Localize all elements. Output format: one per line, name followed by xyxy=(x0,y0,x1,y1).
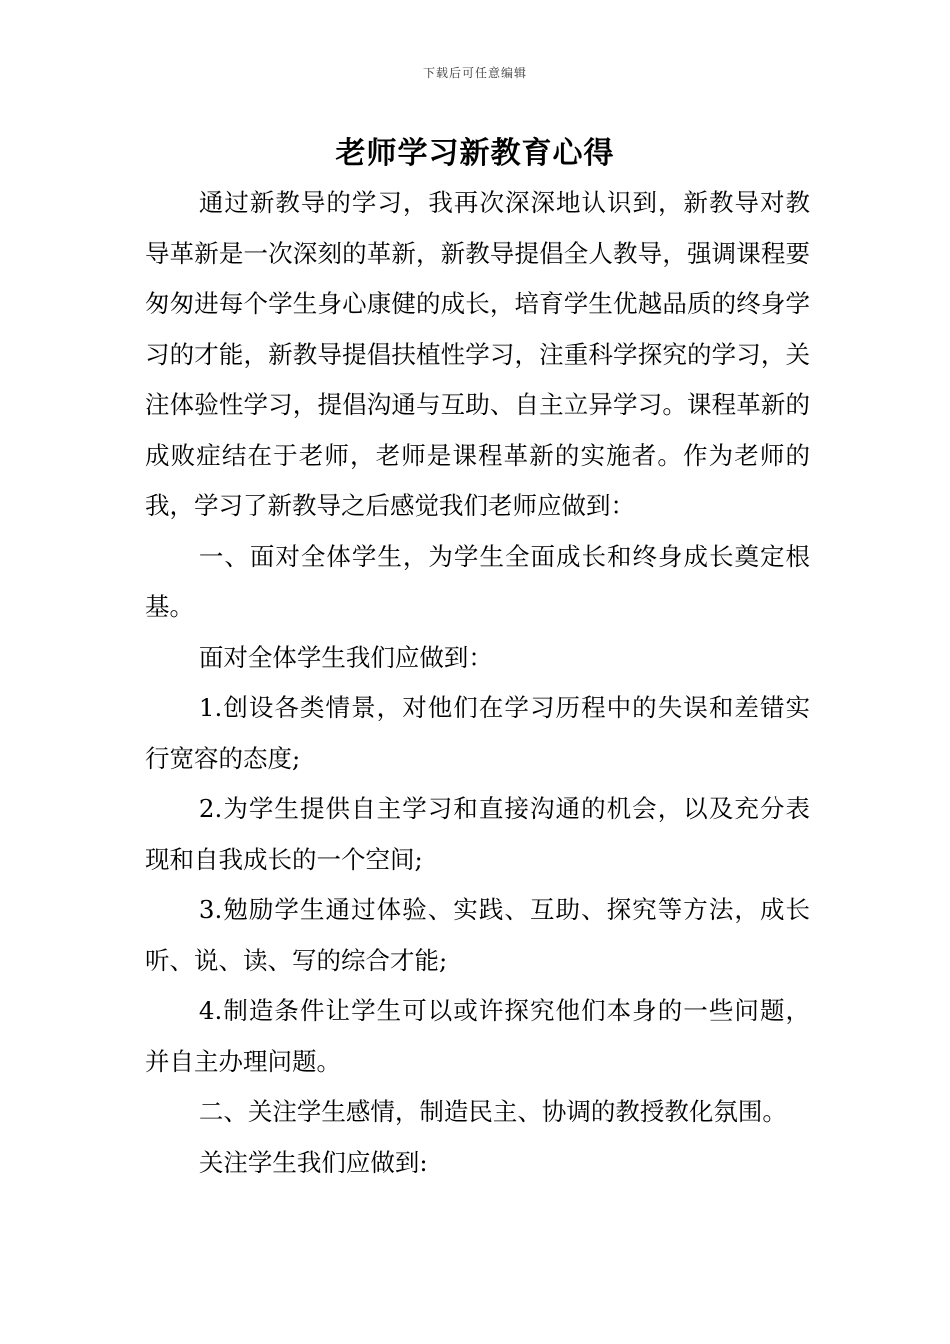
document-title: 老师学习新教育心得 xyxy=(335,136,615,171)
paragraph-intro: 通过新教导的学习，我再次深深地认识到，新教导对教导革新是一次深刻的革新，新教导提倡全人教导，强调课程要匆匆进每个学生身心康健的成长，培育学生优越品质的终身学习的才能，新教导提倡扶植性学习，注重科学探究的学习，关注体验性学习，提倡沟通与互助、自主立异学习。课程革新的成败症结在于老师，老师是课程革新的实施者。作为老师的我，学习了新教导之后感觉我们老师应做到： xyxy=(145,188,810,520)
paragraph-section-two-lead: 关注学生我们应做到: xyxy=(198,1147,428,1177)
paragraph-section-two-heading: 二、关注学生感情，制造民主、协调的教授教化氛围。 xyxy=(198,1097,787,1126)
paragraph-section-one-heading: 一、面对全体学生，为学生全面成长和终身成长奠定根基。 xyxy=(145,541,810,621)
document-body xyxy=(145,178,810,1188)
page-header-note: 下载后可任意编辑 xyxy=(422,66,527,80)
paragraph-item-4: 4.制造条件让学生可以或许探究他们本身的一些问题，并自主办理问题。 xyxy=(145,996,810,1076)
paragraph-section-one-lead: 面对全体学生我们应做到： xyxy=(198,642,493,672)
paragraph-item-3: 3.勉励学生通过体验、实践、互助、探究等方法，成长听、说、读、写的综合才能; xyxy=(145,895,810,975)
paragraph-item-2: 2.为学生提供自主学习和直接沟通的机会，以及充分表现和自我成长的一个空间; xyxy=(145,794,810,874)
paragraph-item-1: 1.创设各类情景，对他们在学习历程中的失误和差错实行宽容的态度; xyxy=(145,693,810,773)
